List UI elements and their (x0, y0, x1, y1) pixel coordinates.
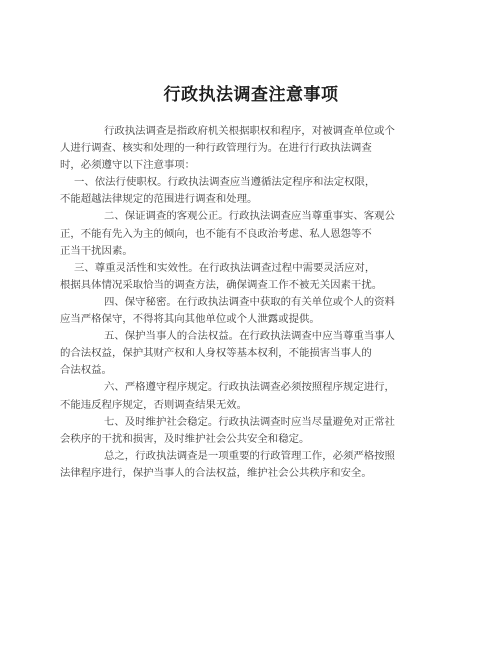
paragraph-line: 二、保证调查的客观公正。行政执法调查应当尊重事实、客观公 (104, 210, 395, 223)
paragraph-line: 正，不能有先入为主的倾向，也不能有不良政治考虑、私人恩怨等不 (60, 227, 372, 240)
paragraph-line: 不能超越法律规定的范围进行调查和处理。 (60, 193, 258, 206)
paragraph-line: 七、及时维护社会稳定。行政执法调查时应当尽量避免对正常社 (104, 415, 395, 428)
paragraph-line: 应当严格保守，不得将其向其他单位或个人泄露或提供。 (60, 313, 320, 326)
paragraph-line: 行政执法调查是指政府机关根据职权和程序，对被调查单位或个 (104, 125, 395, 137)
paragraph-line: 时，必须遵守以下注意事项： (60, 159, 196, 172)
paragraph-line: 四、保守秘密。在行政执法调查中获取的有关单位或个人的资料 (104, 295, 395, 308)
paragraph-line: 的合法权益，保护其财产权和人身权等基本权利，不能损害当事人的 (60, 347, 372, 360)
paragraph-line: 五、保护当事人的合法权益。在行政执法调查中应当尊重当事人 (104, 330, 395, 343)
paragraph-line: 人进行调查、核实和处理的一种行政管理行为。在进行行政执法调查 (60, 142, 372, 155)
paragraph-line: 会秩序的干扰和损害，及时维护社会公共安全和稳定。 (60, 432, 310, 445)
paragraph-line: 不能违反程序规定，否则调查结果无效。 (60, 398, 248, 411)
paragraph-line: 总之，行政执法调查是一项重要的行政管理工作，必须严格按照 (104, 449, 395, 462)
paragraph-line: 根据具体情况采取恰当的调查方法，确保调查工作不被无关因素干扰。 (60, 278, 383, 291)
paragraph-line: 正当干扰因素。 (60, 244, 133, 257)
paragraph-line: 合法权益。 (60, 364, 112, 377)
paragraph-line: 法律程序进行，保护当事人的合法权益，维护社会公共秩序和安全。 (60, 466, 372, 479)
document-body (60, 123, 442, 482)
paragraph-line: 六、严格遵守程序规定。行政执法调查必须按照程序规定进行， (104, 381, 395, 394)
paragraph-line: 一、依法行使职权。行政执法调查应当遵循法定程序和法定权限， (74, 176, 376, 189)
paragraph-line: 三、尊重灵活性和实效性。在行政执法调查过程中需要灵活应对， (74, 261, 376, 274)
page-title: 行政执法调查注意事项 (163, 85, 339, 105)
